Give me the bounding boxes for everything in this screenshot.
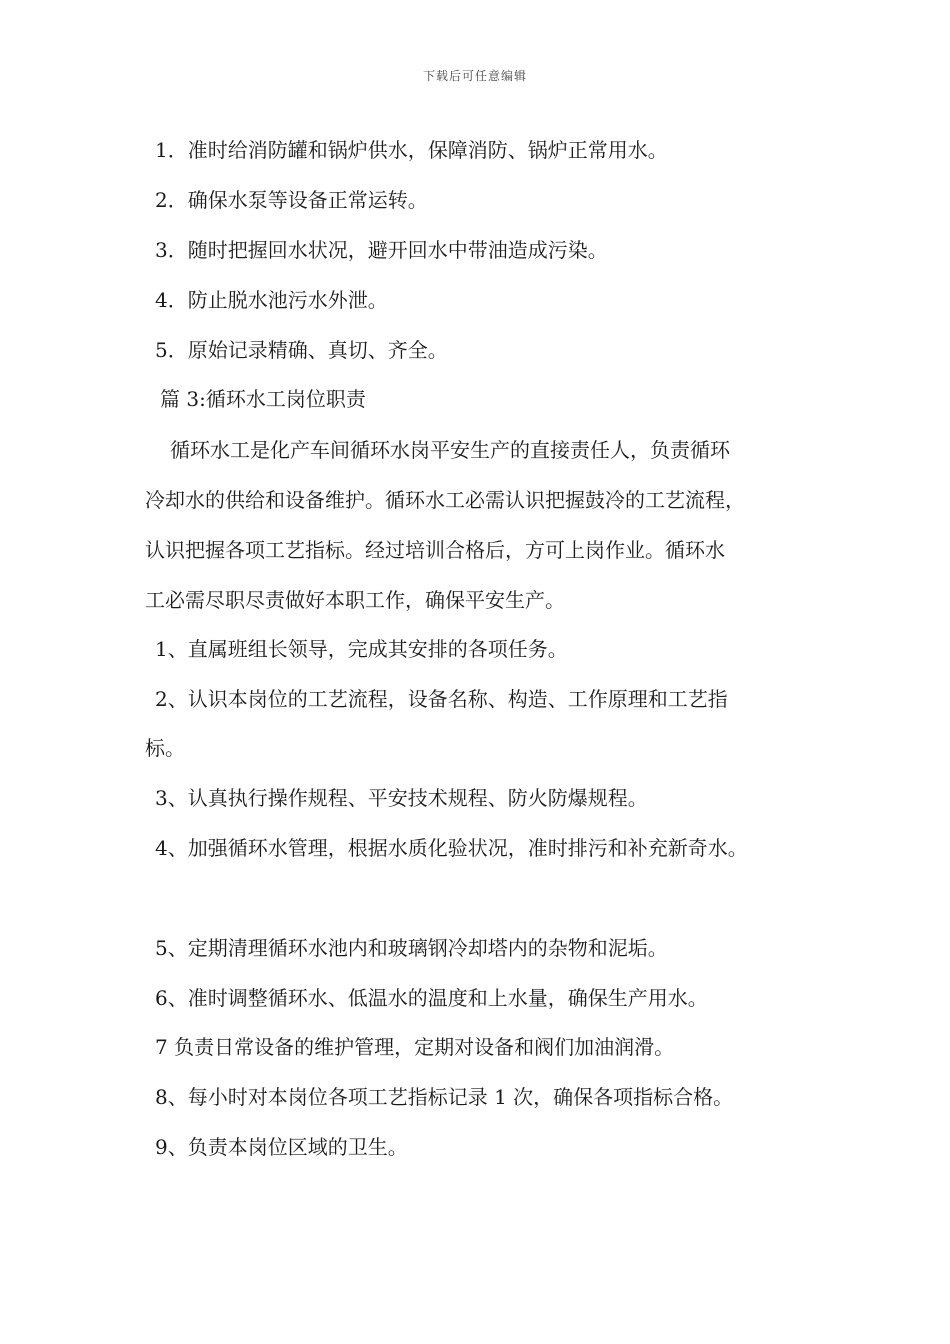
list-item-continuation: 标。 <box>145 736 185 760</box>
paragraph-line: 循环水工是化产车间循环水岗平安生产的直接责任人，负责循环 <box>170 438 730 462</box>
list-item: 5、定期清理循环水池内和玻璃钢冷却塔内的杂物和泥垢。 <box>155 936 668 960</box>
list-item: 9、负责本岗位区域的卫生。 <box>155 1135 408 1159</box>
paragraph-line: 冷却水的供给和设备维护。循环水工必需认识把握鼓冷的工艺流程， <box>145 488 745 512</box>
list-item: 1．准时给消防罐和锅炉供水，保障消防、锅炉正常用水。 <box>155 138 668 162</box>
list-item: 4、加强循环水管理，根据水质化验状况，准时排污和补充新奇水。 <box>155 836 748 860</box>
list-item: 3．随时把握回水状况，避开回水中带油造成污染。 <box>155 238 608 262</box>
list-item: 8、每小时对本岗位各项工艺指标记录 1 次，确保各项指标合格。 <box>155 1085 734 1109</box>
section-title: 篇 3:循环水工岗位职责 <box>160 387 366 411</box>
list-item: 6、准时调整循环水、低温水的温度和上水量，确保生产用水。 <box>155 986 708 1010</box>
list-item: 4．防止脱水池污水外泄。 <box>155 288 388 312</box>
list-item: 2、认识本岗位的工艺流程，设备名称、构造、工作原理和工艺指 <box>155 687 728 711</box>
paragraph-line: 认识把握各项工艺指标。经过培训合格后，方可上岗作业。循环水 <box>145 538 725 562</box>
list-item: 2．确保水泵等设备正常运转。 <box>155 188 428 212</box>
list-item: 5．原始记录精确、真切、齐全。 <box>155 338 448 362</box>
paragraph-line: 工必需尽职尽责做好本职工作，确保平安生产。 <box>145 588 565 612</box>
page-header: 下载后可任意编辑 <box>422 69 527 83</box>
list-item: 1、直属班组长领导，完成其安排的各项任务。 <box>155 637 568 661</box>
list-item: 3、认真执行操作规程、平安技术规程、防火防爆规程。 <box>155 786 648 810</box>
list-item: 7 负责日常设备的维护管理，定期对设备和阀们加油润滑。 <box>155 1035 675 1059</box>
